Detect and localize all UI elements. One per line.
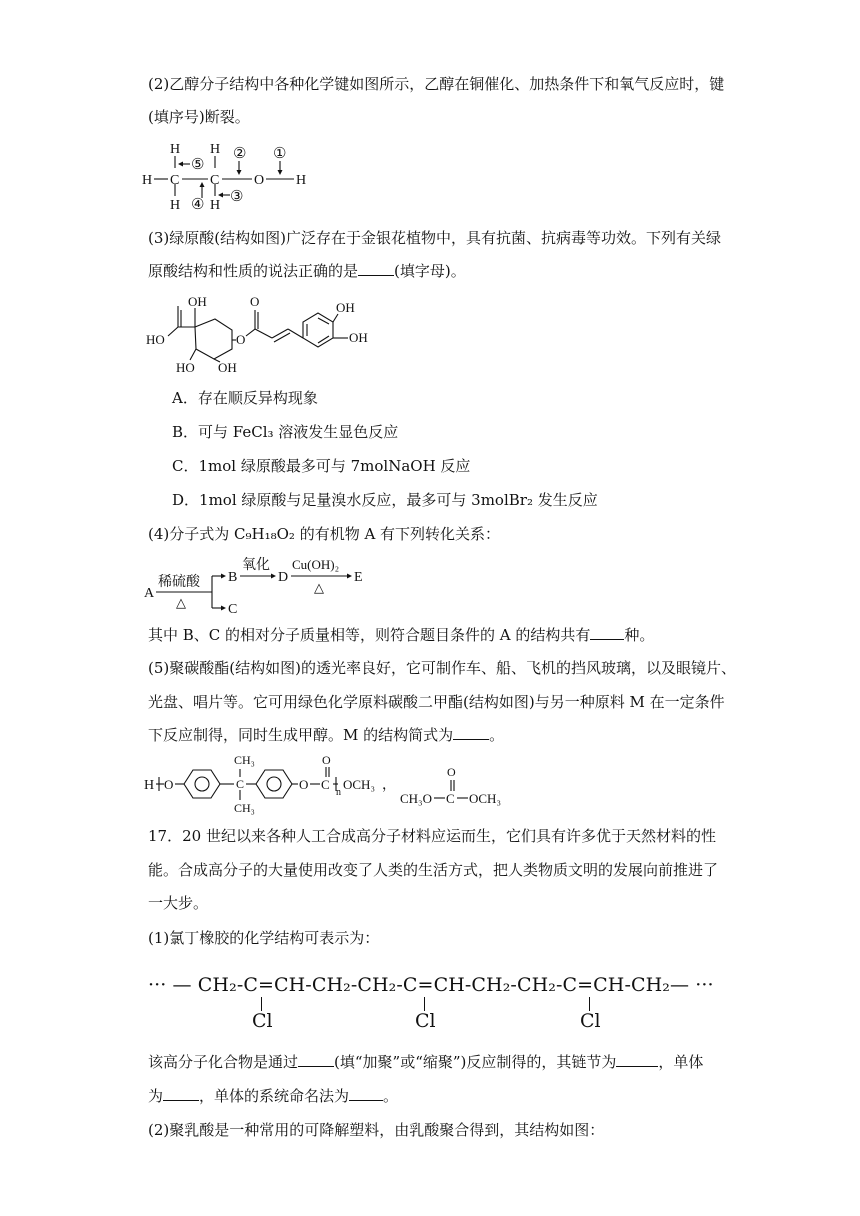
chlorogenic-acid-structure (140, 292, 380, 377)
pc-carbonyl-c: C (321, 777, 330, 792)
structures-separator: ， (382, 778, 396, 793)
answer-blank-polymerization-type[interactable] (298, 1052, 334, 1067)
q17-line2: 能。合成高分子的大量使用改变了人类的生活方式，把人类物质文明的发展向前推进了 (148, 861, 719, 879)
q17-text-d: 为 (148, 1087, 164, 1105)
q17-part1-question-line2 (148, 1086, 398, 1106)
pc-subscript-n: n (336, 787, 341, 798)
answer-blank-part3[interactable] (358, 261, 394, 276)
scheme-e: E (354, 570, 363, 585)
answer-blank-monomer-name[interactable] (349, 1086, 383, 1101)
dmc-left: CH₃O (400, 791, 432, 806)
pc-ch3-top: CH₃ (234, 753, 255, 767)
answer-blank-part5[interactable] (453, 725, 489, 740)
q17-part2-line1: (2)聚乳酸是一种常用的可降解塑料，由乳酸聚合得到，其结构如图： (148, 1121, 605, 1139)
polycarbonate-and-dmc-structures (144, 752, 524, 818)
ethanol-c1: C (170, 173, 180, 188)
q16-part4-text-b: 种。 (624, 626, 655, 644)
pc-o-2: O (299, 777, 309, 792)
option-b[interactable]: B．可与 FeCl₃ 溶液发生显色反应 (172, 423, 399, 441)
scheme-a: A (144, 586, 155, 601)
chain-cl-bond-1 (261, 997, 262, 1011)
q17-text-b: (填“加聚”或“缩聚”)反应制得的，其链节为 (334, 1053, 617, 1071)
q17-text-c: ，单体 (658, 1053, 704, 1071)
dmc-carbonyl-c: C (446, 791, 455, 806)
scheme-reagent-2: 氧化 (242, 558, 270, 573)
bond-4-label: ④ (191, 197, 205, 213)
pc-carbonyl-o: O (322, 753, 331, 767)
ethanol-h-top1: H (170, 142, 181, 157)
scheme-b: B (228, 570, 238, 585)
q16-part3-text-b: (填字母)。 (394, 262, 466, 280)
chain-cl-2: Cl (415, 1010, 436, 1032)
ethanol-h-left: H (142, 173, 153, 188)
q16-part5-text-b: 。 (489, 726, 505, 744)
conversion-scheme (144, 554, 374, 616)
cga-phenol-oh1: OH (336, 300, 355, 315)
cga-ester-o: O (236, 332, 246, 347)
option-d[interactable]: D．1mol 绿原酸与足量溴水反应，最多可与 3molBr₂ 发生反应 (172, 491, 598, 509)
cga-phenol-oh2: OH (349, 330, 368, 345)
cga-carbonyl-o: O (250, 294, 260, 309)
ethanol-h-bot1: H (170, 198, 181, 213)
chloroprene-rubber-chain (148, 972, 768, 1034)
q16-part2-line2: (填序号)断裂。 (148, 108, 250, 126)
option-a[interactable]: A．存在顺反异构现象 (172, 389, 318, 407)
scheme-heat-1: △ (176, 595, 186, 610)
answer-blank-part4[interactable] (590, 625, 624, 640)
ethanol-c2: C (210, 173, 220, 188)
cga-ho-acid: HO (146, 332, 165, 347)
q16-part4-line2 (148, 625, 654, 645)
q17-text-e: ，单体的系统命名法为 (199, 1087, 350, 1105)
q16-part4-text-a: 其中 B、C 的相对分子质量相等，则符合题目条件的 A 的结构共有 (148, 626, 591, 644)
ethanol-o: O (254, 173, 265, 188)
chain-cl-bond-2 (424, 997, 425, 1011)
ethanol-h-top2: H (210, 142, 221, 157)
cga-ho-bottom: HO (176, 360, 195, 375)
scheme-reagent-1: 稀硫酸 (158, 575, 200, 590)
bond-1-label: ① (273, 146, 287, 162)
q17-part1-line1: (1)氯丁橡胶的化学结构可表示为： (148, 929, 380, 947)
q17-text-a: 该高分子化合物是通过 (148, 1053, 299, 1071)
scheme-d: D (278, 570, 289, 585)
ethanol-h-right: H (296, 173, 307, 188)
pc-end-h: H (144, 778, 155, 793)
q16-part5-line1: (5)聚碳酸酯(结构如图)的透光率良好，它可制作车、船、飞机的挡风玻璃，以及眼镜片、 (148, 659, 736, 677)
bond-5-label: ⑤ (191, 157, 205, 173)
q17-text-f: 。 (383, 1087, 399, 1105)
bond-2-label: ② (233, 146, 247, 162)
chain-cl-1: Cl (252, 1010, 273, 1032)
cga-oh-bottom: OH (218, 360, 237, 375)
option-c[interactable]: C．1mol 绿原酸最多可与 7molNaOH 反应 (172, 457, 471, 475)
q17-line3: 一大步。 (148, 894, 209, 912)
pc-quaternary-c: C (236, 777, 245, 791)
q16-part4-line1: (4)分子式为 C₉H₁₈O₂ 的有机物 A 有下列转化关系： (148, 525, 501, 543)
q17-part1-question-line1 (148, 1052, 703, 1072)
cga-oh-top: OH (188, 294, 207, 309)
pc-end-och3: OCH₃ (343, 777, 375, 792)
pc-ch3-bottom: CH₃ (234, 801, 255, 815)
scheme-heat-3: △ (314, 580, 324, 595)
ethanol-h-bot2: H (210, 198, 221, 213)
q17-line1: 17．20 世纪以来各种人工合成高分子材料应运而生，它们具有许多优于天然材料的性 (148, 827, 716, 845)
dmc-right: OCH₃ (469, 791, 501, 806)
q16-part5-line3 (148, 725, 504, 745)
answer-blank-monomer[interactable] (163, 1086, 199, 1101)
scheme-c: C (228, 602, 238, 617)
q16-part5-text-a: 下反应制得，同时生成甲醇。M 的结构简式为 (148, 726, 454, 744)
q16-part5-line2: 光盘、唱片等。它可用绿色化学原料碳酸二甲酯(结构如图)与另一种原料 M 在一定条件 (148, 693, 725, 711)
q16-part3-line1: (3)绿原酸(结构如图)广泛存在于金银花植物中，具有抗菌、抗病毒等功效。下列有关绿 (148, 229, 721, 247)
chain-cl-3: Cl (580, 1010, 601, 1032)
q16-part2-line1: (2)乙醇分子结构中各种化学键如图所示，乙醇在铜催化、加热条件下和氧气反应时，键 (148, 75, 725, 93)
q16-part3-text-a: 原酸结构和性质的说法正确的是 (148, 262, 359, 280)
answer-blank-repeat-unit[interactable] (616, 1052, 658, 1067)
pc-o-1: O (164, 777, 174, 792)
scheme-reagent-3: Cu(OH)₂ (292, 557, 340, 572)
chain-formula: ··· — CH₂-C=CH-CH₂-CH₂-C=CH-CH₂-CH₂-C=CH-CH₂— ··· (148, 974, 714, 996)
ethanol-bond-diagram (140, 140, 320, 215)
bond-3-label: ③ (230, 189, 244, 205)
q16-part3-line2 (148, 261, 466, 281)
chain-cl-bond-3 (589, 997, 590, 1011)
dmc-carbonyl-o: O (447, 765, 456, 779)
